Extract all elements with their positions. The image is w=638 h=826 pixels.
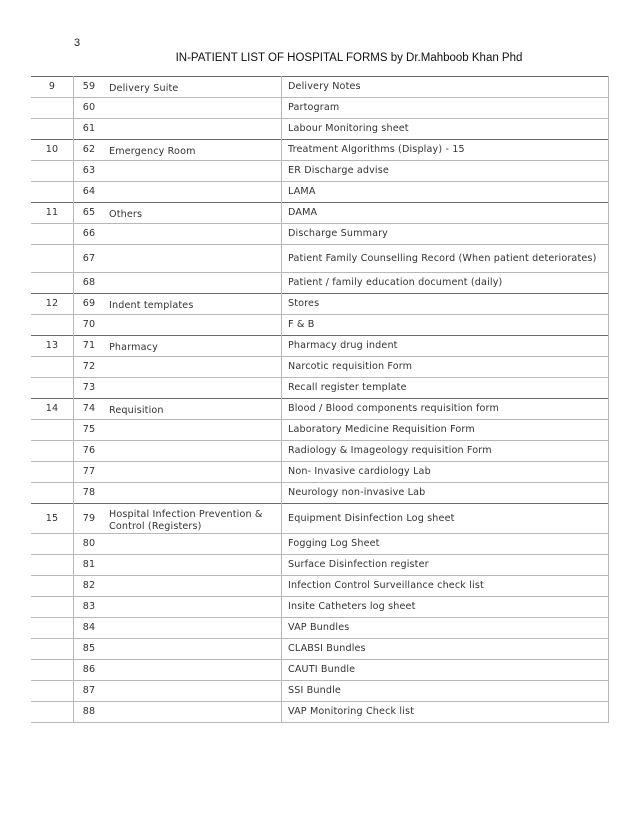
form-name-label: Laboratory Medicine Requisition Form <box>288 424 475 435</box>
department-cell <box>104 534 282 555</box>
table-row <box>31 119 609 140</box>
group-index-cell <box>31 597 74 618</box>
form-name-cell <box>282 98 609 119</box>
group-index-cell: 9 <box>31 77 74 98</box>
department-cell <box>104 399 282 420</box>
form-number-cell: 78 <box>74 483 105 504</box>
form-number-cell: 73 <box>74 378 105 399</box>
department-cell <box>104 294 282 315</box>
form-name-cell <box>282 441 609 462</box>
form-name-cell <box>282 534 609 555</box>
page-number: 3 <box>74 37 81 49</box>
department-label: Delivery Suite <box>109 83 179 94</box>
group-index-cell <box>31 315 74 336</box>
form-name-cell <box>282 597 609 618</box>
form-name-cell <box>282 273 609 294</box>
form-number-cell: 74 <box>74 399 105 420</box>
form-number-cell: 61 <box>74 119 105 140</box>
form-name-label: Treatment Algorithms (Display) - 15 <box>288 144 465 155</box>
form-name-label: VAP Bundles <box>288 622 350 633</box>
group-index-cell <box>31 555 74 576</box>
department-label: Others <box>109 209 143 220</box>
form-name-label: Narcotic requisition Form <box>288 361 413 372</box>
table-row <box>31 555 609 576</box>
group-index-cell: 14 <box>31 399 74 420</box>
table-row <box>31 315 609 336</box>
department-cell <box>104 504 282 534</box>
group-index-cell <box>31 161 74 182</box>
form-number-cell: 70 <box>74 315 105 336</box>
form-number-cell: 66 <box>74 224 105 245</box>
department-cell <box>104 639 282 660</box>
form-name-label: Infection Control Surveillance check list <box>288 580 484 591</box>
forms-table-body <box>31 77 609 723</box>
department-cell <box>104 140 282 161</box>
department-cell <box>104 681 282 702</box>
form-number-cell: 63 <box>74 161 105 182</box>
form-name-cell <box>282 420 609 441</box>
form-name-label: Pharmacy drug indent <box>288 340 398 351</box>
forms-table <box>31 76 609 723</box>
table-row <box>31 534 609 555</box>
department-cell <box>104 119 282 140</box>
form-name-label: Neurology non-invasive Lab <box>288 487 426 498</box>
form-name-label: F & B <box>288 319 315 330</box>
form-number-cell: 67 <box>74 245 105 273</box>
department-label: Emergency Room <box>109 146 196 157</box>
form-number-cell: 84 <box>74 618 105 639</box>
department-cell <box>104 618 282 639</box>
form-name-cell <box>282 77 609 98</box>
table-row <box>31 182 609 203</box>
table-row <box>31 660 609 681</box>
form-name-label: Patient Family Counselling Record (When patient deteriorates) <box>288 252 597 264</box>
table-row <box>31 161 609 182</box>
form-name-cell <box>282 504 609 534</box>
table-row <box>31 618 609 639</box>
form-number-cell: 64 <box>74 182 105 203</box>
department-label: Pharmacy <box>109 342 158 353</box>
group-index-cell: 12 <box>31 294 74 315</box>
department-cell <box>104 555 282 576</box>
table-row <box>31 504 609 534</box>
form-name-label: Recall register template <box>288 382 407 393</box>
form-number-cell: 88 <box>74 702 105 723</box>
department-cell <box>104 660 282 681</box>
form-name-label: Non- Invasive cardiology Lab <box>288 466 431 477</box>
department-cell <box>104 576 282 597</box>
table-row <box>31 462 609 483</box>
table-row <box>31 77 609 98</box>
form-name-label: Surface Disinfection register <box>288 559 429 570</box>
form-name-cell <box>282 245 609 273</box>
form-name-cell <box>282 660 609 681</box>
form-number-cell: 81 <box>74 555 105 576</box>
group-index-cell <box>31 681 74 702</box>
group-index-cell <box>31 378 74 399</box>
form-name-cell <box>282 681 609 702</box>
table-row <box>31 273 609 294</box>
form-name-cell <box>282 182 609 203</box>
form-name-label: Delivery Notes <box>288 81 361 92</box>
form-number-cell: 75 <box>74 420 105 441</box>
form-number-cell: 82 <box>74 576 105 597</box>
form-number-cell: 65 <box>74 203 105 224</box>
group-index-cell <box>31 420 74 441</box>
form-name-cell <box>282 702 609 723</box>
form-name-label: Radiology & Imageology requisition Form <box>288 445 492 456</box>
table-row <box>31 140 609 161</box>
group-index-cell: 13 <box>31 336 74 357</box>
form-name-cell <box>282 140 609 161</box>
group-index-cell <box>31 462 74 483</box>
form-number-cell: 87 <box>74 681 105 702</box>
form-number-cell: 71 <box>74 336 105 357</box>
group-index-cell: 15 <box>31 504 74 534</box>
form-name-cell <box>282 555 609 576</box>
form-name-label: Blood / Blood components requisition form <box>288 403 499 414</box>
department-cell <box>104 98 282 119</box>
form-name-label: DAMA <box>288 207 318 218</box>
group-index-cell <box>31 534 74 555</box>
group-index-cell <box>31 441 74 462</box>
group-index-cell <box>31 618 74 639</box>
form-number-cell: 83 <box>74 597 105 618</box>
group-index-cell <box>31 660 74 681</box>
group-index-cell <box>31 639 74 660</box>
form-number-cell: 76 <box>74 441 105 462</box>
form-name-cell <box>282 336 609 357</box>
department-cell <box>104 273 282 294</box>
form-name-label: CAUTI Bundle <box>288 664 356 675</box>
form-name-cell <box>282 161 609 182</box>
group-index-cell: 11 <box>31 203 74 224</box>
table-row <box>31 420 609 441</box>
department-cell <box>104 483 282 504</box>
department-label: Hospital Infection Prevention & Control (Registers) <box>109 508 263 532</box>
department-cell <box>104 597 282 618</box>
form-name-cell <box>282 294 609 315</box>
department-cell <box>104 77 282 98</box>
department-cell <box>104 336 282 357</box>
form-number-cell: 59 <box>74 77 105 98</box>
department-cell <box>104 161 282 182</box>
form-name-label: Labour Monitoring sheet <box>288 123 409 134</box>
form-number-cell: 62 <box>74 140 105 161</box>
table-row <box>31 483 609 504</box>
form-name-label: Fogging Log Sheet <box>288 538 380 549</box>
group-index-cell <box>31 483 74 504</box>
form-name-cell <box>282 378 609 399</box>
department-cell <box>104 462 282 483</box>
form-name-cell <box>282 462 609 483</box>
group-index-cell <box>31 224 74 245</box>
group-index-cell <box>31 98 74 119</box>
department-cell <box>104 378 282 399</box>
department-cell <box>104 224 282 245</box>
table-row <box>31 576 609 597</box>
department-cell <box>104 245 282 273</box>
table-row <box>31 294 609 315</box>
form-name-cell <box>282 483 609 504</box>
form-name-label: CLABSI Bundles <box>288 643 366 654</box>
form-name-label: Discharge Summary <box>288 228 389 239</box>
form-number-cell: 77 <box>74 462 105 483</box>
department-cell <box>104 702 282 723</box>
table-row <box>31 639 609 660</box>
group-index-cell: 10 <box>31 140 74 161</box>
form-name-cell <box>282 639 609 660</box>
table-row <box>31 597 609 618</box>
form-name-cell <box>282 576 609 597</box>
table-row <box>31 399 609 420</box>
group-index-cell <box>31 702 74 723</box>
form-name-cell <box>282 224 609 245</box>
table-row <box>31 378 609 399</box>
page-title: IN-PATIENT LIST OF HOSPITAL FORMS by Dr.Mahboob Khan Phd <box>175 52 523 64</box>
department-label: Requisition <box>109 405 164 416</box>
form-number-cell: 86 <box>74 660 105 681</box>
department-cell <box>104 420 282 441</box>
table-row <box>31 702 609 723</box>
group-index-cell <box>31 576 74 597</box>
form-name-label: LAMA <box>288 186 316 197</box>
department-cell <box>104 441 282 462</box>
form-number-cell: 80 <box>74 534 105 555</box>
form-number-cell: 85 <box>74 639 105 660</box>
table-row <box>31 203 609 224</box>
form-name-cell <box>282 315 609 336</box>
form-name-label: Insite Catheters log sheet <box>288 601 416 612</box>
form-name-cell <box>282 399 609 420</box>
form-number-cell: 68 <box>74 273 105 294</box>
group-index-cell <box>31 357 74 378</box>
form-number-cell: 69 <box>74 294 105 315</box>
form-name-label: Partogram <box>288 102 340 113</box>
table-row <box>31 336 609 357</box>
group-index-cell <box>31 119 74 140</box>
form-name-label: SSI Bundle <box>288 685 341 696</box>
table-row <box>31 245 609 273</box>
form-name-cell <box>282 357 609 378</box>
form-name-label: VAP Monitoring Check list <box>288 706 415 717</box>
department-cell <box>104 357 282 378</box>
table-row <box>31 357 609 378</box>
table-row <box>31 224 609 245</box>
department-cell <box>104 182 282 203</box>
form-number-cell: 79 <box>74 504 105 534</box>
group-index-cell <box>31 273 74 294</box>
form-name-label: Stores <box>288 298 320 309</box>
form-number-cell: 72 <box>74 357 105 378</box>
form-name-label: Patient / family education document (daily) <box>288 277 503 288</box>
form-name-label: Equipment Disinfection Log sheet <box>288 512 455 524</box>
department-label: Indent templates <box>109 300 194 311</box>
department-cell <box>104 203 282 224</box>
form-number-cell: 60 <box>74 98 105 119</box>
group-index-cell <box>31 245 74 273</box>
form-name-cell <box>282 119 609 140</box>
group-index-cell <box>31 182 74 203</box>
table-row <box>31 98 609 119</box>
department-cell <box>104 315 282 336</box>
table-row <box>31 681 609 702</box>
form-name-cell <box>282 618 609 639</box>
form-name-label: ER Discharge advise <box>288 165 389 176</box>
table-row <box>31 441 609 462</box>
form-name-cell <box>282 203 609 224</box>
